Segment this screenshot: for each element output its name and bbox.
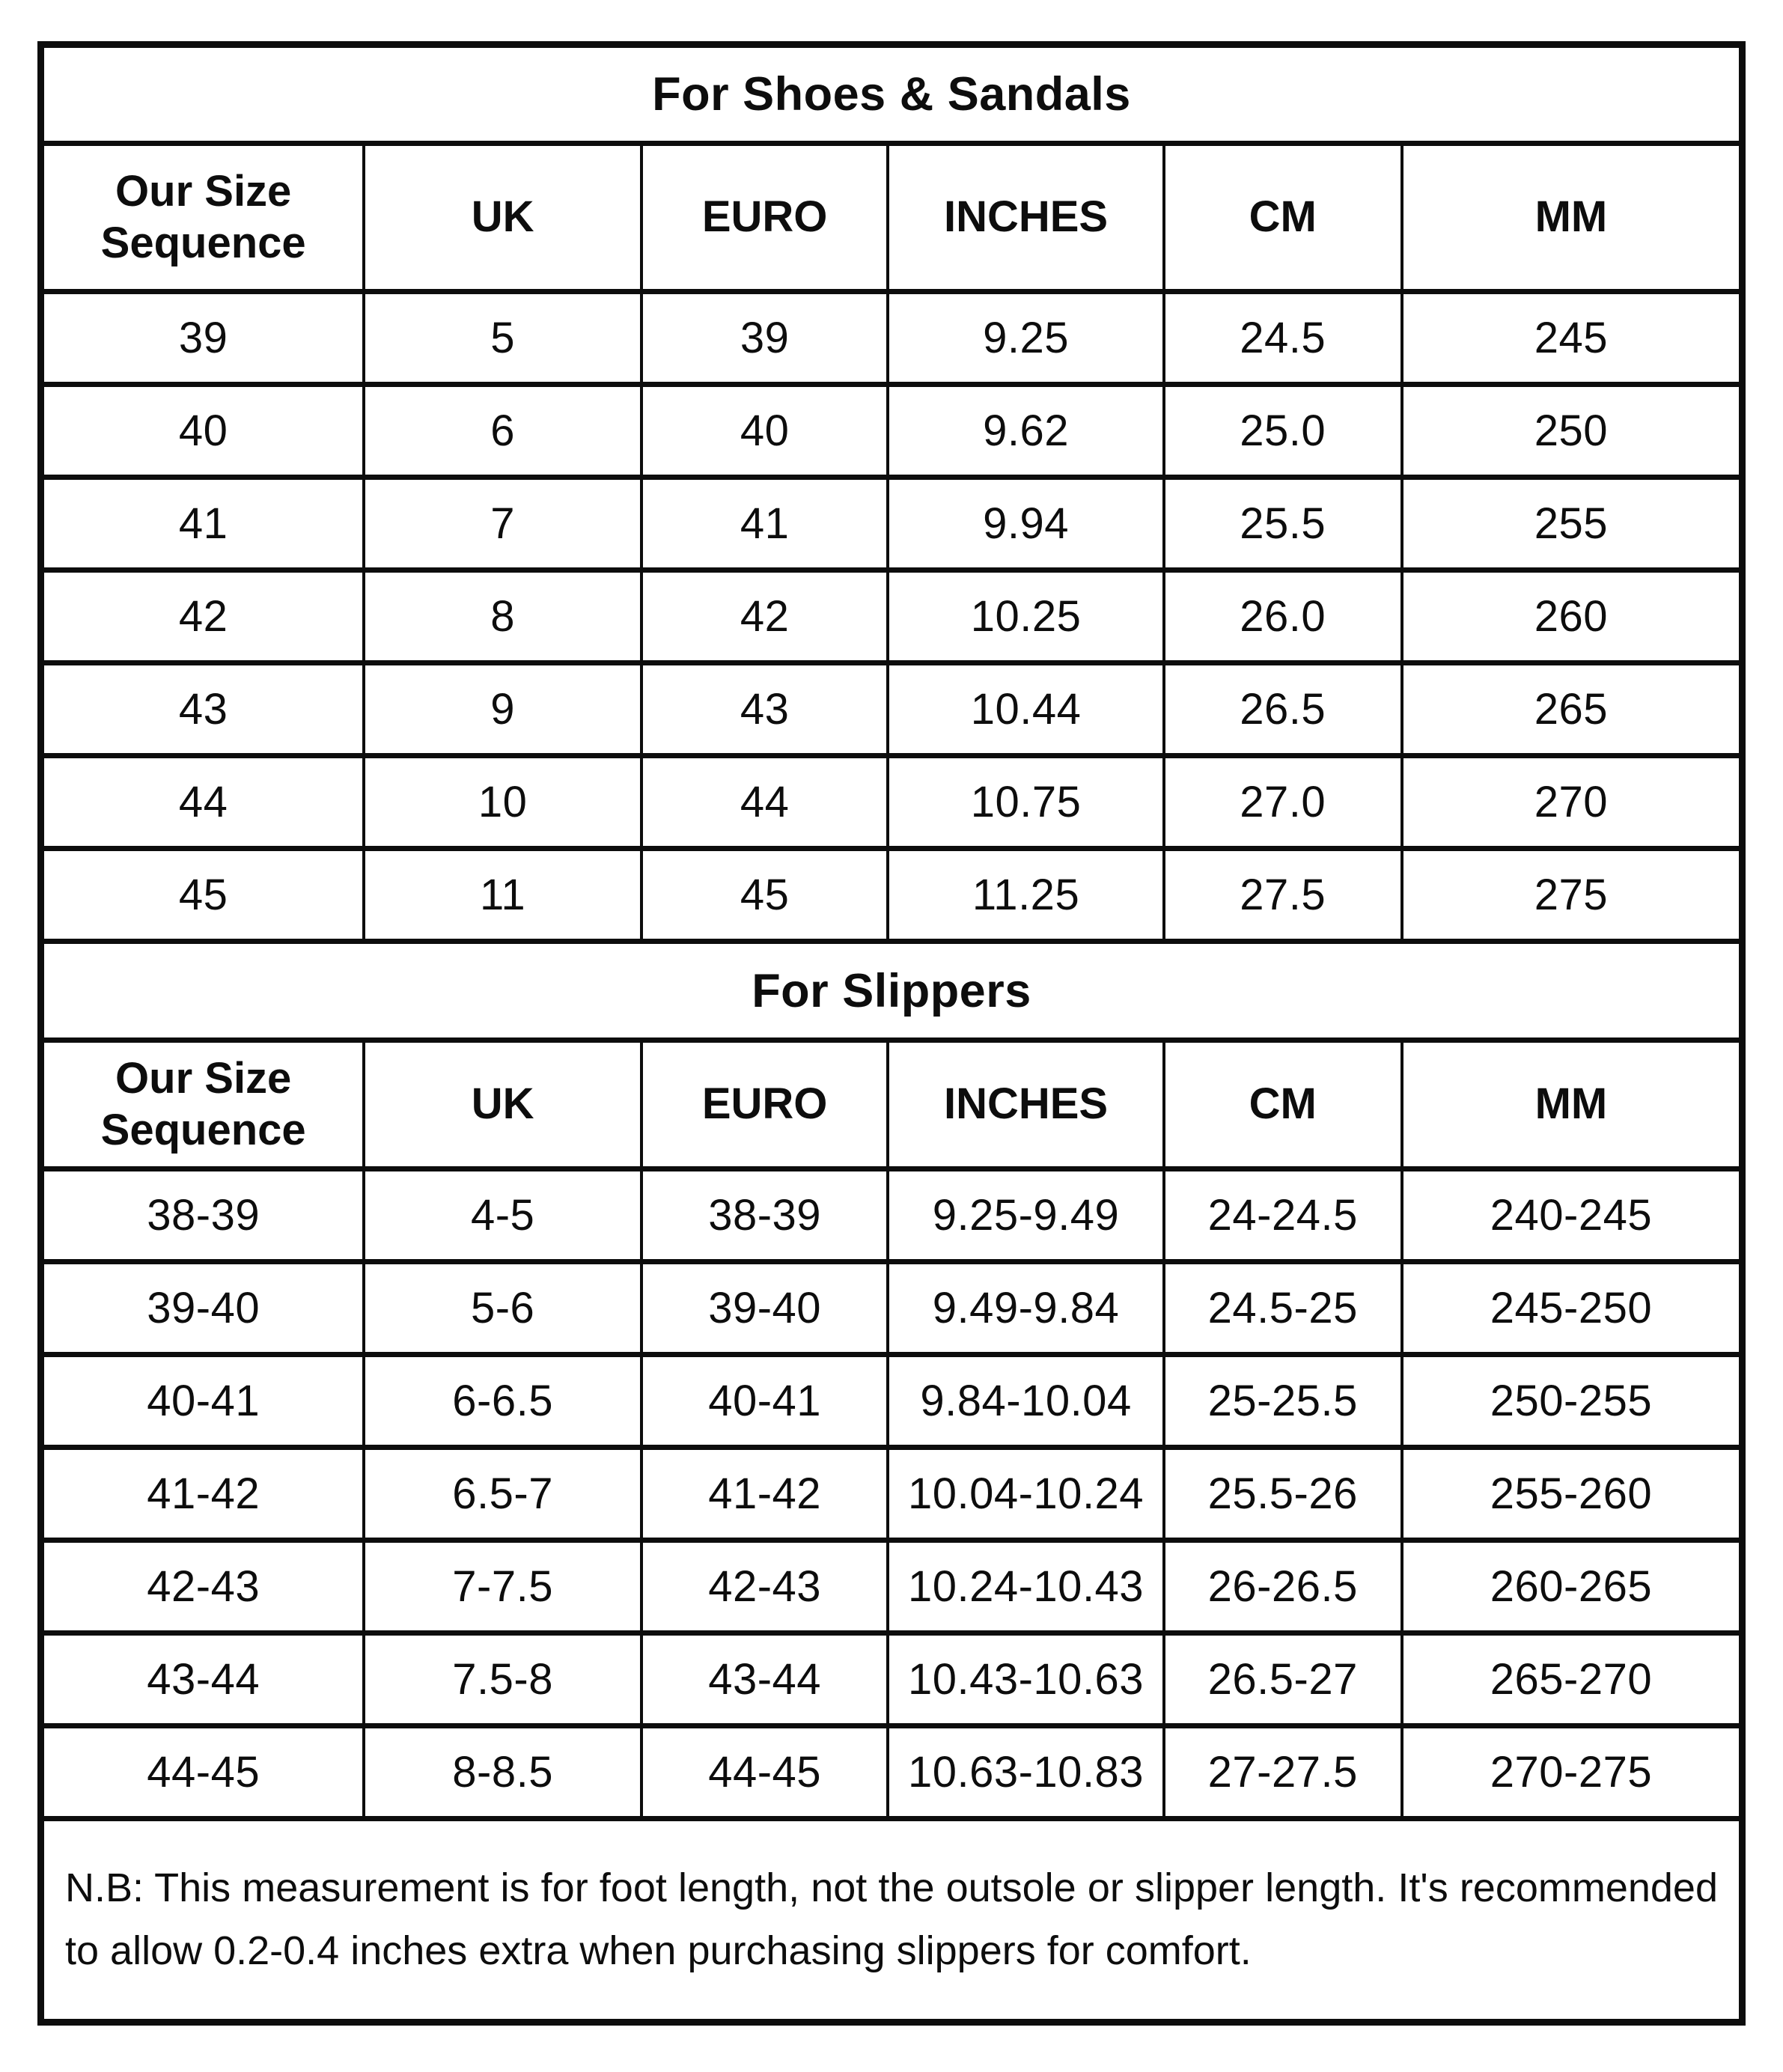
table-cell: 9 xyxy=(364,663,641,756)
note-text: N.B: This measurement is for foot length, not the outsole or slipper length. It's recommended to allow 0.2-0.4 inches extra when purchasing slippers for comfort. xyxy=(65,1865,1718,1973)
table-cell: 27-27.5 xyxy=(1164,1726,1402,1819)
table-cell: 245-250 xyxy=(1402,1262,1743,1355)
table-cell: 7.5-8 xyxy=(364,1633,641,1726)
table-cell: 10 xyxy=(364,756,641,849)
slippers-data-rows xyxy=(41,1169,1743,1819)
slippers-size-row xyxy=(41,1633,1743,1726)
column-header: Our Size Sequence xyxy=(41,144,365,292)
table-cell: 240-245 xyxy=(1402,1169,1743,1262)
shoes-size-row xyxy=(41,478,1743,570)
shoes-size-row xyxy=(41,292,1743,385)
slippers-header-row xyxy=(41,1040,1743,1169)
shoes-size-row xyxy=(41,849,1743,942)
table-cell: 43 xyxy=(41,663,365,756)
column-header: EURO xyxy=(641,144,889,292)
size-chart-table xyxy=(37,41,1746,2026)
table-cell: 5 xyxy=(364,292,641,385)
column-header: UK xyxy=(364,144,641,292)
slippers-size-row xyxy=(41,1541,1743,1633)
table-cell: 10.44 xyxy=(888,663,1163,756)
slippers-size-row xyxy=(41,1726,1743,1819)
table-cell: 40 xyxy=(41,385,365,478)
note-section xyxy=(41,1819,1743,2023)
table-cell: 44-45 xyxy=(41,1726,365,1819)
table-cell: 5-6 xyxy=(364,1262,641,1355)
table-cell: 41-42 xyxy=(41,1448,365,1541)
table-cell: 255-260 xyxy=(1402,1448,1743,1541)
slippers-size-row xyxy=(41,1169,1743,1262)
table-cell: 6-6.5 xyxy=(364,1355,641,1448)
table-cell: 265-270 xyxy=(1402,1633,1743,1726)
table-cell: 26-26.5 xyxy=(1164,1541,1402,1633)
table-cell: 25.0 xyxy=(1164,385,1402,478)
table-cell: 44 xyxy=(41,756,365,849)
column-header: CM xyxy=(1164,144,1402,292)
size-chart-sheet xyxy=(37,41,1746,2026)
table-cell: 26.0 xyxy=(1164,570,1402,663)
table-cell: 45 xyxy=(641,849,889,942)
shoes-title-row xyxy=(41,45,1743,144)
table-cell: 4-5 xyxy=(364,1169,641,1262)
slippers-title-row xyxy=(41,942,1743,1040)
table-cell: 7 xyxy=(364,478,641,570)
table-cell: 27.0 xyxy=(1164,756,1402,849)
table-cell: 40-41 xyxy=(41,1355,365,1448)
table-cell: 39 xyxy=(641,292,889,385)
table-cell: 38-39 xyxy=(641,1169,889,1262)
table-cell: 250 xyxy=(1402,385,1743,478)
shoes-header-row xyxy=(41,144,1743,292)
shoes-section-title: For Shoes & Sandals xyxy=(41,45,1743,144)
table-cell: 41 xyxy=(41,478,365,570)
shoes-size-row xyxy=(41,663,1743,756)
table-cell: 41-42 xyxy=(641,1448,889,1541)
table-cell: 42-43 xyxy=(641,1541,889,1633)
table-cell: 10.04-10.24 xyxy=(888,1448,1163,1541)
table-cell: 27.5 xyxy=(1164,849,1402,942)
slippers-section-title: For Slippers xyxy=(41,942,1743,1040)
slippers-size-row xyxy=(41,1355,1743,1448)
table-cell: 270 xyxy=(1402,756,1743,849)
table-cell: 40-41 xyxy=(641,1355,889,1448)
table-cell: 10.43-10.63 xyxy=(888,1633,1163,1726)
table-cell: 43-44 xyxy=(641,1633,889,1726)
table-cell: 9.62 xyxy=(888,385,1163,478)
shoes-size-row xyxy=(41,570,1743,663)
shoes-data-rows xyxy=(41,292,1743,942)
table-cell: 41 xyxy=(641,478,889,570)
table-cell: 6.5-7 xyxy=(364,1448,641,1541)
table-cell: 245 xyxy=(1402,292,1743,385)
table-cell: 39 xyxy=(41,292,365,385)
table-cell: 39-40 xyxy=(41,1262,365,1355)
table-cell: 270-275 xyxy=(1402,1726,1743,1819)
table-cell: 44 xyxy=(641,756,889,849)
table-cell: 260-265 xyxy=(1402,1541,1743,1633)
table-cell: 38-39 xyxy=(41,1169,365,1262)
table-cell: 10.25 xyxy=(888,570,1163,663)
table-cell: 25.5-26 xyxy=(1164,1448,1402,1541)
shoes-size-row xyxy=(41,385,1743,478)
table-cell: 42 xyxy=(641,570,889,663)
shoes-size-row xyxy=(41,756,1743,849)
column-header: EURO xyxy=(641,1040,889,1169)
note-row xyxy=(41,1819,1743,2023)
note-cell xyxy=(41,1819,1743,2023)
table-cell: 10.63-10.83 xyxy=(888,1726,1163,1819)
table-cell: 260 xyxy=(1402,570,1743,663)
column-header: Our Size Sequence xyxy=(41,1040,365,1169)
table-cell: 24.5 xyxy=(1164,292,1402,385)
column-header: INCHES xyxy=(888,144,1163,292)
shoes-title-section xyxy=(41,45,1743,144)
table-cell: 9.94 xyxy=(888,478,1163,570)
table-cell: 43 xyxy=(641,663,889,756)
table-cell: 24.5-25 xyxy=(1164,1262,1402,1355)
table-cell: 9.84-10.04 xyxy=(888,1355,1163,1448)
table-cell: 43-44 xyxy=(41,1633,365,1726)
shoes-header-row xyxy=(41,144,1743,292)
table-cell: 10.24-10.43 xyxy=(888,1541,1163,1633)
table-cell: 45 xyxy=(41,849,365,942)
table-cell: 7-7.5 xyxy=(364,1541,641,1633)
column-header: CM xyxy=(1164,1040,1402,1169)
table-cell: 250-255 xyxy=(1402,1355,1743,1448)
table-cell: 26.5 xyxy=(1164,663,1402,756)
table-cell: 11.25 xyxy=(888,849,1163,942)
column-header: INCHES xyxy=(888,1040,1163,1169)
slippers-header-row xyxy=(41,1040,1743,1169)
table-cell: 9.25-9.49 xyxy=(888,1169,1163,1262)
column-header: MM xyxy=(1402,144,1743,292)
table-cell: 8 xyxy=(364,570,641,663)
table-cell: 11 xyxy=(364,849,641,942)
table-cell: 42-43 xyxy=(41,1541,365,1633)
slippers-size-row xyxy=(41,1262,1743,1355)
table-cell: 265 xyxy=(1402,663,1743,756)
table-cell: 255 xyxy=(1402,478,1743,570)
slippers-size-row xyxy=(41,1448,1743,1541)
table-cell: 275 xyxy=(1402,849,1743,942)
table-cell: 10.75 xyxy=(888,756,1163,849)
column-header: MM xyxy=(1402,1040,1743,1169)
table-cell: 8-8.5 xyxy=(364,1726,641,1819)
table-cell: 25-25.5 xyxy=(1164,1355,1402,1448)
table-cell: 44-45 xyxy=(641,1726,889,1819)
table-cell: 39-40 xyxy=(641,1262,889,1355)
table-cell: 26.5-27 xyxy=(1164,1633,1402,1726)
table-cell: 40 xyxy=(641,385,889,478)
table-cell: 42 xyxy=(41,570,365,663)
table-cell: 6 xyxy=(364,385,641,478)
slippers-title-section xyxy=(41,942,1743,1040)
column-header: UK xyxy=(364,1040,641,1169)
table-cell: 24-24.5 xyxy=(1164,1169,1402,1262)
table-cell: 25.5 xyxy=(1164,478,1402,570)
table-cell: 9.25 xyxy=(888,292,1163,385)
table-cell: 9.49-9.84 xyxy=(888,1262,1163,1355)
